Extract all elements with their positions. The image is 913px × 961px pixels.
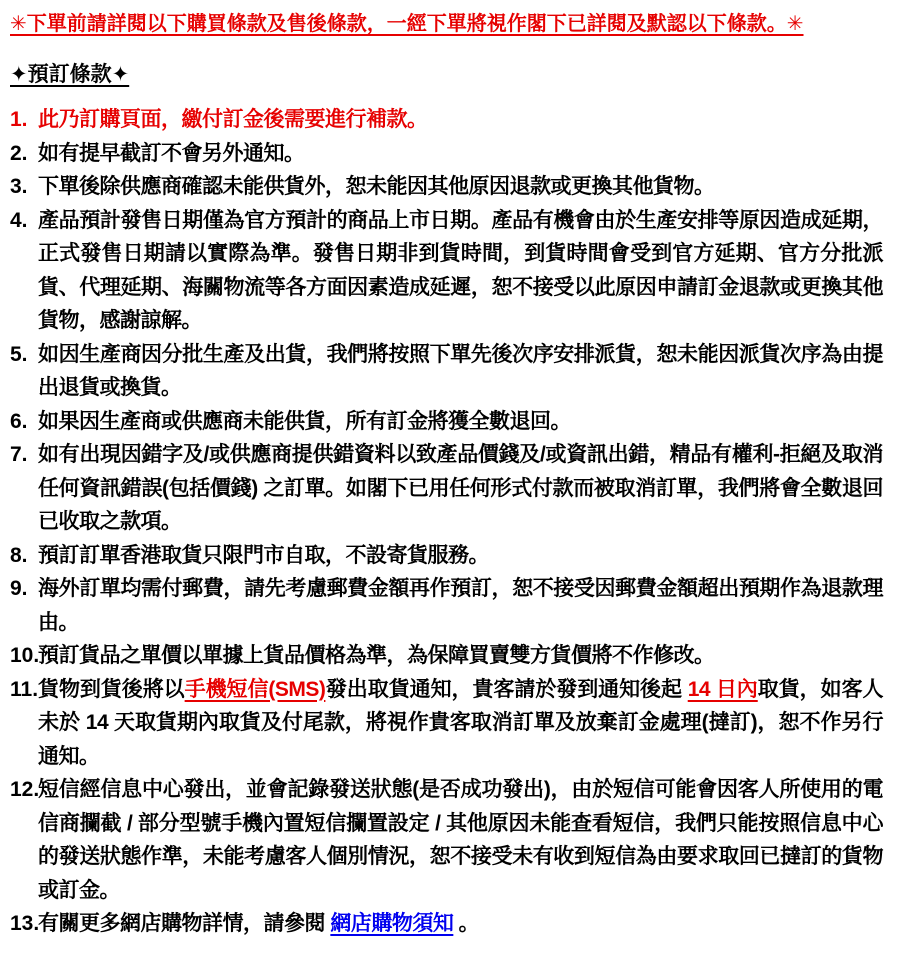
term-segment: 發出取貨通知，貴客請於發到通知後起 xyxy=(325,677,688,701)
term-text xyxy=(38,209,883,333)
term-number: 3. xyxy=(10,175,28,198)
term-segment: 有關更多網店購物詳情，請參閱 xyxy=(38,912,331,935)
term-text xyxy=(38,577,883,634)
term-text xyxy=(38,778,883,902)
term-segment: 下單後除供應商確認未能供貨外，恕未能因其他原因退款或更換其他貨物。 xyxy=(38,175,715,198)
term-segment: 此乃訂購頁面，繳付訂金後需要進行補款。 xyxy=(38,108,428,131)
term-text xyxy=(38,544,489,567)
term-number: 12. xyxy=(10,778,40,801)
term-item-10 xyxy=(10,639,883,673)
term-item-5 xyxy=(10,338,883,405)
term-segment: 取貨，如客人未於 14 天取貨期內取貨及付尾款，將視作貴客取消訂單及放棄訂金處理(撻訂)，恕不作另行通知。 xyxy=(38,677,883,768)
term-segment: 如因生產商因分批生產及出貨，我們將按照下單先後次序安排派貨，恕未能因派貨次序為由提出退貨或換貨。 xyxy=(38,342,883,399)
term-item-9 xyxy=(10,572,883,639)
highlight-red-text: 14 日內 xyxy=(687,677,758,701)
term-text xyxy=(38,175,715,198)
term-number: 4. xyxy=(10,208,28,232)
term-text xyxy=(38,410,571,433)
section-title-preorder-terms: ✦預訂條款✦ xyxy=(10,63,130,86)
term-number: 7. xyxy=(10,443,28,466)
term-text xyxy=(38,343,883,400)
term-text xyxy=(38,443,883,533)
term-item-13 xyxy=(10,907,883,941)
term-segment: 如有提早截訂不會另外通知。 xyxy=(38,141,305,165)
term-segment: 。 xyxy=(453,912,480,935)
term-item-7 xyxy=(10,438,883,539)
term-text xyxy=(38,108,428,131)
purchase-notice-banner: ✳下單前請詳閱以下購買條款及售後條款，一經下單將視作閣下已詳閱及默認以下條款。✳ xyxy=(10,13,804,35)
term-item-12 xyxy=(10,773,883,907)
term-number: 2. xyxy=(10,141,28,165)
term-text xyxy=(38,142,305,165)
term-number: 5. xyxy=(10,342,28,366)
term-segment: 貨物到貨後將以 xyxy=(38,677,185,701)
term-number: 10. xyxy=(10,644,40,667)
term-item-2 xyxy=(10,137,883,171)
term-number: 11. xyxy=(10,677,39,701)
term-text xyxy=(38,678,883,768)
terms-list xyxy=(10,103,883,941)
term-number: 13. xyxy=(10,912,40,935)
term-item-6 xyxy=(10,405,883,439)
term-number: 9. xyxy=(10,577,28,600)
term-segment: 如果因生產商或供應商未能供貨，所有訂金將獲全數退回。 xyxy=(38,409,571,433)
term-segment: 如有出現因錯字及/或供應商提供錯資料以致產品價錢及/或資訊出錯，精品有權利-拒絕及取消任何資訊錯誤(包括價錢) 之訂單。如閣下已用任何形式付款而被取消訂單，我們將會全數退回已收取之款項。 xyxy=(38,443,883,533)
term-segment: 預訂訂單香港取貨只限門市自取，不設寄貨服務。 xyxy=(38,543,489,567)
term-text xyxy=(38,644,715,667)
term-number: 1. xyxy=(10,108,28,131)
term-text xyxy=(38,912,479,935)
shop-guide-link[interactable]: 網店購物須知 xyxy=(330,912,454,935)
term-item-4 xyxy=(10,204,883,338)
term-segment: 預訂貨品之單價以單據上貨品價格為準，為保障買賣雙方貨價將不作修改。 xyxy=(38,644,715,667)
term-item-3 xyxy=(10,170,883,204)
term-item-11 xyxy=(10,673,883,774)
term-segment: 短信經信息中心發出，並會記錄發送狀態(是否成功發出)，由於短信可能會因客人所使用的電信商攔截 / 部分型號手機內置短信攔置設定 / 其他原因未能查看短信，我們只能按照信息中心的發送狀態作準，未能考慮客人個別情況，恕不接受未有收到短信為由要求取回已撻訂的貨物或訂金。 xyxy=(38,778,883,902)
term-number: 8. xyxy=(10,543,28,567)
term-item-8 xyxy=(10,539,883,573)
highlight-red-text: 手機短信(SMS) xyxy=(184,677,326,701)
term-item-1 xyxy=(10,103,883,137)
term-segment: 海外訂單均需付郵費，請先考慮郵費金額再作預訂，恕不接受因郵費金額超出預期作為退款理由。 xyxy=(38,577,883,634)
term-number: 6. xyxy=(10,409,28,433)
term-segment: 產品預計發售日期僅為官方預計的商品上市日期。產品有機會由於生產安排等原因造成延期，正式發售日期請以實際為準。發售日期非到貨時間，到貨時間會受到官方延期、官方分批派貨、代理延期、海關物流等各方面因素造成延遲，恕不接受以此原因申請訂金退款或更換其他貨物，感謝諒解。 xyxy=(38,208,883,332)
